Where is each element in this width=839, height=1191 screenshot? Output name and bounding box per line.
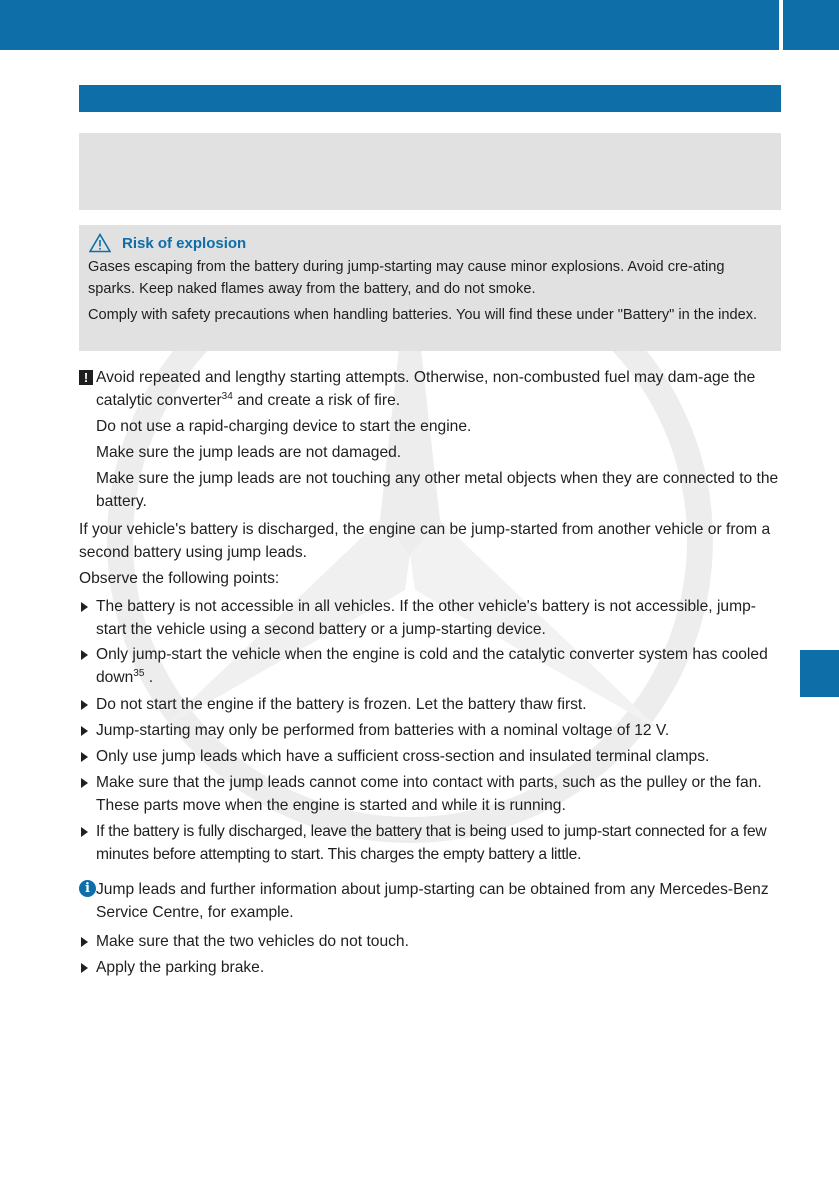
grey-panel xyxy=(79,133,781,210)
bullet-item: The battery is not accessible in all vehicles. If the other vehicle's battery is not accessible, jump-start the vehicle using a second battery or a jump-starting device. xyxy=(79,595,783,641)
bullet-item: If the battery is fully discharged, leave the battery that is being used to jump-start connected for a few minutes before attempting to start. This charges the empty battery a little. xyxy=(79,820,783,866)
arrow-icon xyxy=(81,700,88,710)
bullet-item: Only use jump leads which have a sufficient cross-section and insulated terminal clamps. xyxy=(79,745,783,768)
observe-heading: Observe the following points: xyxy=(79,570,280,587)
header-bar xyxy=(0,0,779,50)
bullet-item: Only jump-start the vehicle when the engine is cold and the catalytic converter system has cooled down$^{35}$ . xyxy=(79,643,783,689)
info-block xyxy=(79,878,783,924)
warning-box xyxy=(79,225,781,351)
bullet-item: Do not start the engine if the battery is frozen. Let the battery thaw first. xyxy=(79,693,783,716)
note-line-2: Do not use a rapid-charging device to start the engine. xyxy=(96,418,472,435)
bullet-item: Make sure that the jump leads cannot come into contact with parts, such as the pulley or the fan. These parts move when the engine is started and while it is running. xyxy=(79,771,783,817)
arrow-icon xyxy=(81,602,88,612)
footnote-ref-34: 34 xyxy=(221,391,233,402)
arrow-icon xyxy=(81,937,88,947)
bullet-item: Jump-starting may only be performed from batteries with a nominal voltage of 12 V. xyxy=(79,719,783,742)
warning-text-1: Gases escaping from the battery during jump-starting may cause minor explosions. Avoid cre-ating sparks. Keep naked flames away from the battery, and do not smoke. xyxy=(88,259,725,297)
step-item: Apply the parking brake. xyxy=(79,956,783,979)
note-block xyxy=(79,366,783,513)
note-line-1: Avoid repeated and lengthy starting attempts. Otherwise, non-combusted fuel may dam-age the catalytic converter$^{34}$ and create a risk of fire. xyxy=(96,369,756,409)
step-item: Make sure that the two vehicles do not touch. xyxy=(79,930,783,953)
arrow-icon xyxy=(81,726,88,736)
warning-header xyxy=(88,230,772,256)
info-icon: i xyxy=(79,880,96,897)
arrow-icon xyxy=(81,827,88,837)
arrow-icon xyxy=(81,963,88,973)
info-text: Jump leads and further information about jump-starting can be obtained from any Mercedes-Benz Service Centre, for example. xyxy=(96,881,769,921)
note-mark-icon: ! xyxy=(79,370,93,385)
warning-text-2: Comply with safety precautions when handling batteries. You will find these under "Battery" in the index. xyxy=(88,307,758,323)
arrow-icon xyxy=(81,778,88,788)
section-title-bar xyxy=(79,85,781,112)
note-line-3: Make sure the jump leads are not damaged. xyxy=(96,444,402,461)
arrow-icon xyxy=(81,650,88,660)
warning-title: Risk of explosion xyxy=(122,234,247,252)
arrow-icon xyxy=(81,752,88,762)
chapter-tab xyxy=(800,650,839,697)
warning-triangle-icon xyxy=(89,233,111,253)
header-bar-corner xyxy=(783,0,839,50)
note-line-4: Make sure the jump leads are not touching any other metal objects when they are connected to the battery. xyxy=(96,470,779,510)
intro-paragraph: If your vehicle's battery is discharged, the engine can be jump-started from another vehicle or from a second battery using jump leads. xyxy=(79,521,771,561)
footnote-ref-35: 35 xyxy=(133,668,145,679)
